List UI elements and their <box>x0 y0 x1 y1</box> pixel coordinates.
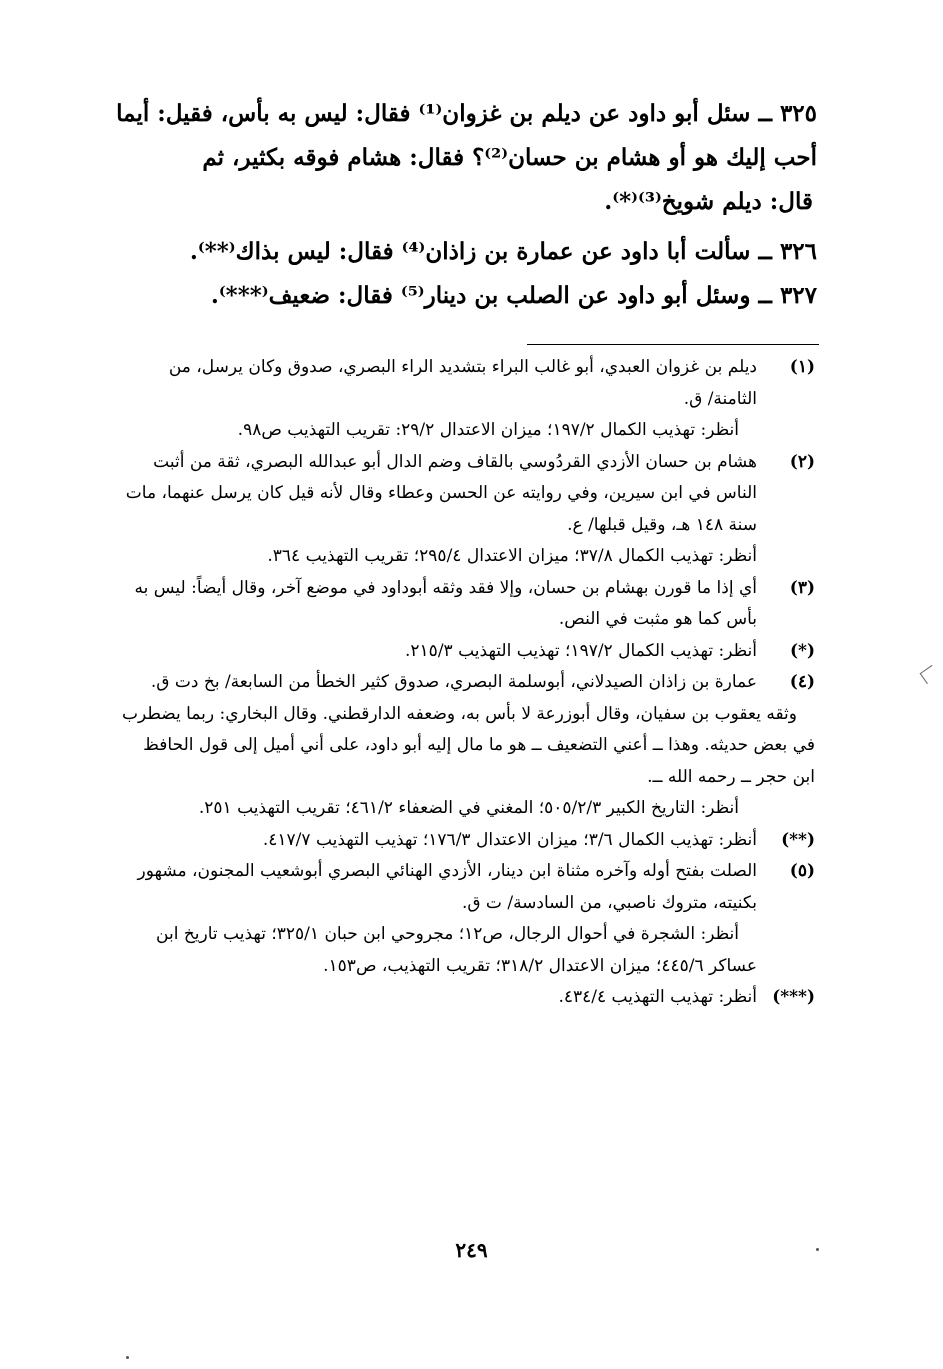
footnote-text: أنظر: تهذيب الكمال ١٩٧/٢؛ ميزان الاعتدال ٢٩/٢: تقريب التهذيب ص٩٨. <box>237 420 739 440</box>
footnote-text: وثقه يعقوب بن سفيان، وقال أبوزرعة لا بأس به، وضعفه الدارقطني. وقال البخاري: ربما يضطرب في بعض حديثه. وهذا ــ أعني التضعيف ــ هو ما مال إليه أبو داود، على أني أميل إلى قول الحافظ ابن حجر ــ رحمه الله ــ. <box>121 703 815 787</box>
footnote-mark: (٢) <box>789 451 815 472</box>
footnote-text: أنظر: تهذيب الكمال ٣٧/٨؛ ميزان الاعتدال ٢٩٥/٤؛ تقريب التهذيب ٣٦٤. <box>267 546 757 566</box>
footnote-text: أي إذا ما قورن بهشام بن حسان، وإلا فقد وثقه أبوداود في موضع آخر، وقال أيضاً: ليس به بأس كما هو مثبت في النص. <box>134 577 757 629</box>
footnote-text: أنظر: تهذيب الكمال ٣/٦؛ ميزان الاعتدال ١٧٦/٣؛ تهذيب التهذيب ٤١٧/٧. <box>262 829 757 850</box>
footnote-1 <box>120 352 815 447</box>
scan-speck <box>816 1248 819 1251</box>
footnote-2 <box>120 447 815 573</box>
footnote-mark: (***) <box>772 987 815 1007</box>
footnote-mark: (**) <box>781 829 815 850</box>
footnote-text: هشام بن حسان الأزدي القردُوسي بالقاف وضم الدال أبو عبدالله البصري، ثقة من أثبت الناس في ابن سيرين، وفي روايته عن الحسن وعطاء وقال لأنه قيل كان يرسل عنهما، مات سنة ١٤٨ هـ، وقيل قبلها/ ع. <box>125 451 757 535</box>
footnote-mark: (٤) <box>789 672 815 692</box>
scan-speck <box>126 1356 129 1359</box>
footnote-text: الصلت بفتح أوله وآخره مثناة ابن دينار، الأزدي الهنائي البصري أبوشعيب المجنون، مشهور بكنيته، متروك ناصبي، من السادسة/ ت ق. <box>137 861 757 913</box>
footnote-text: ديلم بن غزوان العبدي، أبو غالب البراء بتشديد الراء البصري، صدوق وكان يرسل، من الثامنة/ ق. <box>168 357 757 409</box>
footnote-4 <box>120 667 815 825</box>
entry-326 <box>96 230 819 274</box>
footnote-text: عمارة بن زاذان الصيدلاني، أبوسلمة البصري، صدوق كثير الخطأ من السابعة/ بخ دت ق. <box>150 672 757 692</box>
entry-line: ٣٢٦ ــ سألت أبا داود عن عمارة بن زاذان⁽⁴⁾ فقال: ليس بذاك⁽**⁾. <box>189 238 817 265</box>
footnote-mark: (*) <box>790 640 815 661</box>
footnote-mark: (١) <box>789 357 815 377</box>
footnote-mark: (٣) <box>789 577 815 598</box>
page-number: ٢٤٩ <box>455 1238 488 1262</box>
footnote-mark: (٥) <box>789 861 815 881</box>
entry-line: ٣٢٧ ــ وسئل أبو داود عن الصلب بن دينار⁽⁵⁾ فقال: ضعيف⁽***⁾. <box>210 282 817 309</box>
entry-327 <box>96 274 819 318</box>
footnote-text: أنظر: الشجرة في أحوال الرجال، ص١٢؛ مجروحي ابن حبان ٣٢٥/١؛ تهذيب تاريخ ابن عساكر ٤٤٥/٦؛ ميزان الاعتدال ٣١٨/٢؛ تقريب التهذيب، ص١٥٣. <box>156 924 757 976</box>
footnotes <box>120 352 815 1014</box>
entry-325 <box>96 92 819 224</box>
footnote-star-2 <box>120 825 815 857</box>
footnote-text: أنظر: تهذيب الكمال ١٩٧/٢؛ تهذيب التهذيب ٢١٥/٣. <box>405 640 757 661</box>
footnote-3 <box>120 573 815 636</box>
footnote-star-3 <box>120 982 815 1014</box>
footnote-5 <box>120 856 815 982</box>
entry-line: أحب إليك هو أو هشام بن حسان⁽²⁾؟ فقال: هشام فوقه بكثير، ثم <box>202 144 817 171</box>
footnote-text: أنظر: التاريخ الكبير ٥٠٥/٢/٣؛ المغني في الضعفاء ٤٦١/٢؛ تقريب التهذيب ٢٥١. <box>198 798 739 818</box>
entry-line: قال: ديلم شويخ⁽³⁾⁽*⁾. <box>604 188 813 215</box>
footnote-text: أنظر: تهذيب التهذيب ٤٣٤/٤. <box>558 987 757 1007</box>
entry-line: ٣٢٥ ــ سئل أبو داود عن ديلم بن غزوان⁽¹⁾ فقال: ليس به بأس، فقيل: أيما <box>116 100 817 127</box>
footnote-star-1 <box>120 636 815 668</box>
footnote-separator <box>527 344 819 345</box>
scan-mark <box>920 665 940 684</box>
main-text <box>96 92 819 318</box>
